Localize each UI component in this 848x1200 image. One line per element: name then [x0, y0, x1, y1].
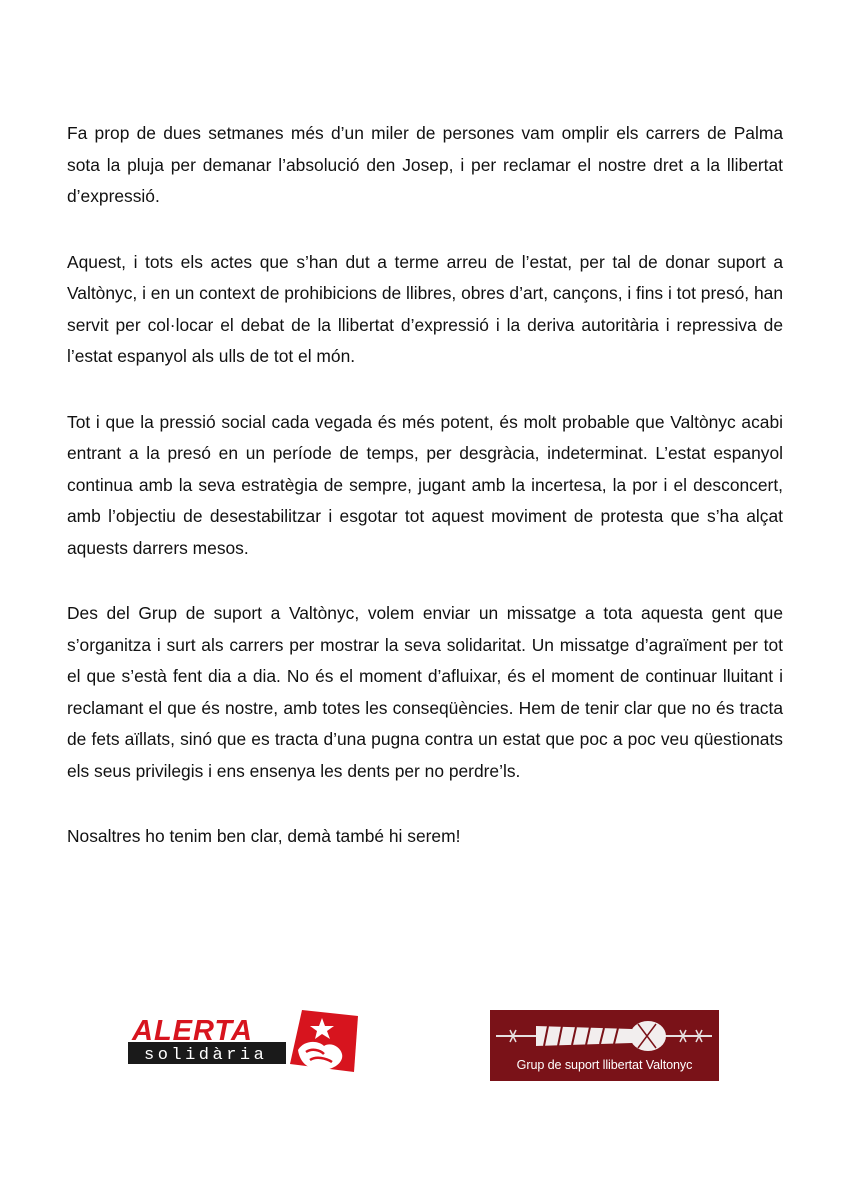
fist-star-emblem-icon [290, 1010, 358, 1072]
paragraph-3: Tot i que la pressió social cada vegada és més potent, és molt probable que Valtònyc acabi entrant a la presó en un període de temps, per desgràcia, indeterminat. L’estat espanyol continua amb la seva estratègia de sempre, jugant amb la incertesa, la por i el desconcert, amb l’objectiu de desestabilitzar i esgotar tot aquest moviment de protesta que s’ha alçat aquests darrers mesos. [67, 411, 783, 558]
microphone-fence-icon [490, 1010, 719, 1060]
paragraph-4: Des del Grup de suport a Valtònyc, volem enviar un missatge a tota aquesta gent que s’organitza i surt als carrers per mostrar la seva solidaritat. Un missatge d’agraïment per tot el que s’està fent dia a dia. No és el moment d’afluixar, és el moment de continuar lluitant i reclamant el que és nostre, amb totes les conseqüències. Hem de tenir clar que no és tracta de fets aïllats, sinó que es tracta d’una pugna contra un estat que poc a poc veu qüestionats els seus privilegis i ens ensenya les dents per no perdre’ls. [67, 603, 783, 781]
paragraph-2: Aquest, i tots els actes que s’han dut a terme arreu de l’estat, per tal de donar suport a Valtònyc, i en un context de prohibicions de llibres, obres d’art, cançons, i fins i tot presó, han servit per col·locar el debat de la llibertat d’expressió i la deriva autoritària i repressiva de l’estat espanyol als ulls de tot el món. [67, 251, 783, 366]
alerta-solidaria-logo [128, 1010, 360, 1084]
alerta-solidaria-logo-graphic [128, 1010, 360, 1084]
grup-suport-caption: Grup de suport llibertat Valtonyc [516, 1058, 693, 1072]
logo-word-alerta: ALERTA [132, 1015, 253, 1047]
grup-suport-logo [490, 1010, 719, 1081]
letter-body [67, 118, 783, 887]
paragraph-1: Fa prop de dues setmanes més d’un miler de persones vam omplir els carrers de Palma sota la pluja per demanar l’absolució den Josep, i per reclamar el nostre dret a la llibertat d’expressió. [67, 123, 783, 206]
logo-word-solidaria: solidària [144, 1046, 268, 1065]
paragraph-5: Nosaltres ho tenim ben clar, demà també hi serem! [67, 826, 461, 846]
